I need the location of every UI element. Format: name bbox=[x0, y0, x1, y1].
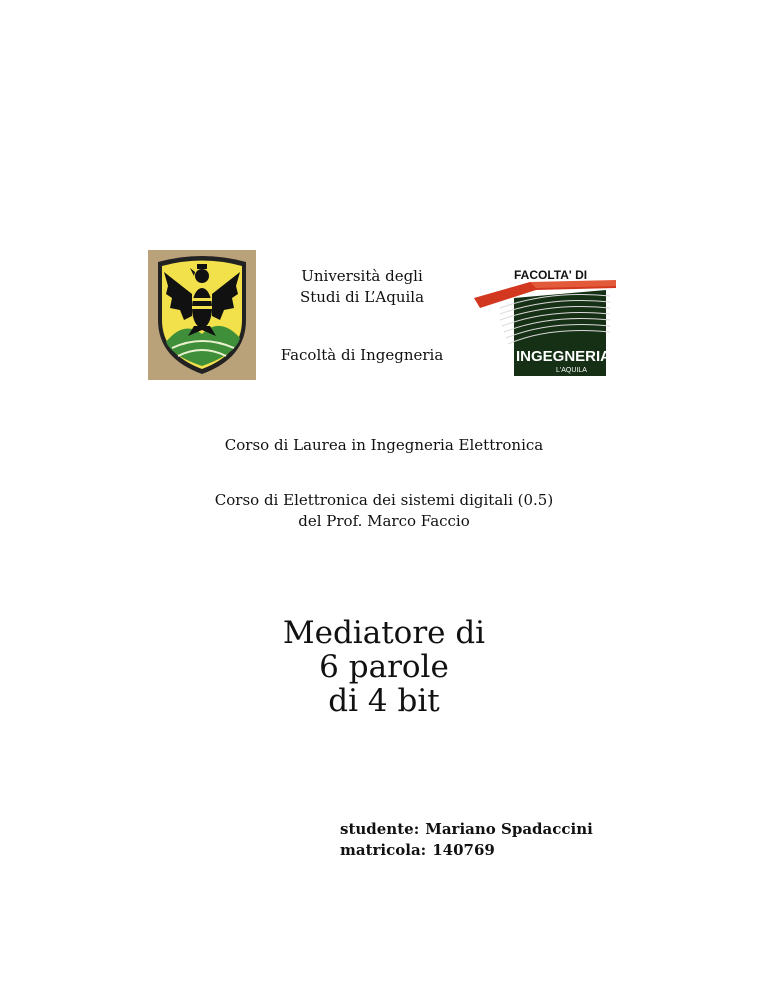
faculty-name: Facoltà di Ingegneria bbox=[280, 346, 444, 364]
university-crest-logo bbox=[148, 250, 256, 380]
student-label: studente: bbox=[340, 820, 420, 838]
degree-course: Corso di Laurea in Ingegneria Elettronica bbox=[224, 436, 544, 454]
title-line-3: di 4 bit bbox=[328, 683, 440, 719]
professor-name: del Prof. Marco Faccio bbox=[298, 512, 470, 530]
student-info bbox=[340, 819, 593, 861]
faculty-logo-text-main: INGEGNERIA bbox=[516, 348, 612, 365]
matricola-row bbox=[340, 840, 593, 861]
title-line-1: Mediatore di bbox=[282, 615, 486, 651]
matricola-value: 140769 bbox=[432, 841, 495, 859]
faculty-logo bbox=[470, 268, 618, 376]
matricola-label: matricola: bbox=[340, 841, 427, 859]
university-name-line-2: Studi di L’Aquila bbox=[299, 288, 425, 306]
document-title bbox=[0, 616, 768, 718]
university-name-line-1: Università degli bbox=[301, 267, 423, 285]
student-row bbox=[340, 819, 593, 840]
title-line-2: 6 parole bbox=[319, 649, 449, 685]
faculty-logo-text-top: FACOLTA' DI bbox=[514, 268, 588, 282]
university-name bbox=[262, 266, 462, 308]
student-name: Mariano Spadaccini bbox=[425, 820, 593, 838]
faculty-logo-text-sub: L'AQUILA bbox=[556, 367, 587, 374]
course-name: Corso di Elettronica dei sistemi digitali (0.5) bbox=[214, 491, 554, 509]
